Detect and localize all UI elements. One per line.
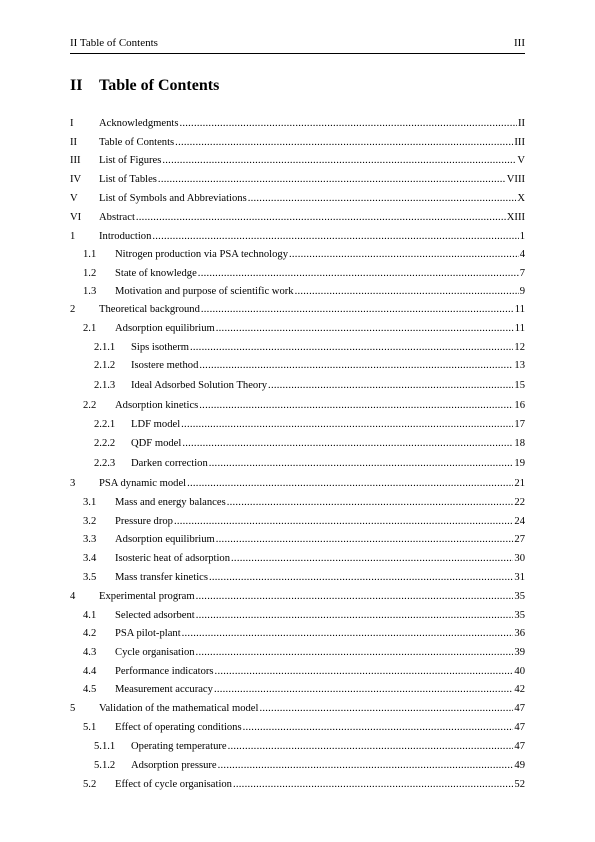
toc-entry-title: Adsorption kinetics — [115, 400, 199, 411]
toc-entry-number: 4 — [70, 591, 76, 602]
toc-entry[interactable] — [70, 590, 525, 604]
toc-entry-page-number: 11 — [514, 323, 525, 334]
toc-entry-title: List of Figures — [99, 155, 162, 166]
toc-entry[interactable] — [83, 496, 525, 510]
toc-entry-number: 4.2 — [83, 628, 97, 639]
toc-entry-title: List of Tables — [99, 174, 157, 185]
toc-entry[interactable] — [70, 702, 525, 716]
toc-entry-number: 2.1.3 — [94, 380, 116, 391]
dot-leader — [295, 285, 519, 299]
toc-entry-title: PSA dynamic model — [99, 478, 187, 489]
toc-entry-page-number: 18 — [514, 438, 525, 449]
toc-entry[interactable] — [83, 515, 525, 529]
dot-leader — [196, 609, 514, 623]
toc-entry-title: Performance indicators — [115, 666, 214, 677]
dot-leader — [214, 683, 513, 697]
toc-entry[interactable] — [94, 740, 525, 754]
toc-entry-page-number: 47 — [514, 703, 525, 714]
toc-entry-page-number: 9 — [519, 286, 525, 297]
toc-entry-page-number: 40 — [514, 666, 525, 677]
toc-entry-page-number: 1 — [519, 231, 525, 242]
toc-entry-number: 1.1 — [83, 249, 97, 260]
dot-leader — [233, 778, 513, 792]
toc-entry-title: Operating temperature — [131, 741, 227, 752]
toc-entry-page-number: X — [517, 193, 525, 204]
toc-entry-number: 1.2 — [83, 268, 97, 279]
toc-entry[interactable] — [94, 437, 525, 451]
dot-leader — [182, 437, 513, 451]
toc-entry-number: 2.1 — [83, 323, 97, 334]
dot-leader — [268, 379, 513, 393]
toc-entry[interactable] — [70, 211, 525, 225]
dot-leader — [181, 418, 513, 432]
toc-entry-page-number: 35 — [514, 591, 525, 602]
toc-entry-number: 4.4 — [83, 666, 97, 677]
toc-entry[interactable] — [70, 303, 525, 317]
toc-entry-number: 3.4 — [83, 553, 97, 564]
toc-entry-page-number: 17 — [514, 419, 525, 430]
toc-entry-page-number: 47 — [514, 722, 525, 733]
toc-entry-title: List of Symbols and Abbreviations — [99, 193, 247, 204]
dot-leader — [198, 267, 519, 281]
toc-entry-page-number: 16 — [514, 400, 525, 411]
toc-entry-number: 4.1 — [83, 610, 97, 621]
toc-entry-number: IV — [70, 174, 82, 185]
toc-entry-number: VI — [70, 212, 82, 223]
toc-entry-page-number: 7 — [519, 268, 525, 279]
toc-entry-page-number: 49 — [514, 760, 525, 771]
toc-entry[interactable] — [94, 418, 525, 432]
toc-entry-page-number: VIII — [506, 174, 525, 185]
toc-entry-page-number: 13 — [514, 360, 525, 371]
toc-entry-page-number: II — [517, 118, 525, 129]
toc-entry-page-number: 47 — [514, 741, 525, 752]
toc-entry-page-number: 27 — [514, 534, 525, 545]
toc-entry-title: Theoretical background — [99, 304, 200, 315]
dot-leader — [196, 646, 514, 660]
toc-entry[interactable] — [70, 136, 525, 150]
dot-leader — [248, 192, 517, 206]
toc-entry-page-number: III — [514, 137, 525, 148]
toc-entry-title: State of knowledge — [115, 268, 197, 279]
toc-entry-number: III — [70, 155, 81, 166]
dot-leader — [162, 154, 516, 168]
toc-entry-title: Mass transfer kinetics — [115, 572, 208, 583]
toc-entry-number: 3.5 — [83, 572, 97, 583]
toc-entry-title: Selected adsorbent — [115, 610, 195, 621]
toc-entry[interactable] — [83, 533, 525, 547]
dot-leader — [196, 590, 514, 604]
toc-entry-number: 1 — [70, 231, 76, 242]
toc-entry-number: 2.1.1 — [94, 342, 116, 353]
toc-entry-title: Validation of the mathematical model — [99, 703, 259, 714]
toc-entry-number: 5 — [70, 703, 76, 714]
toc-entry-title: Sips isotherm — [131, 342, 189, 353]
toc-entry-number: 2.2.2 — [94, 438, 116, 449]
toc-entry-title: Isostere method — [131, 360, 199, 371]
toc-entry[interactable] — [70, 192, 525, 206]
dot-leader — [228, 740, 514, 754]
dot-leader — [182, 627, 514, 641]
toc-entry-page-number: 52 — [514, 779, 525, 790]
toc-entry-number: 3.2 — [83, 516, 97, 527]
dot-leader — [175, 136, 513, 150]
running-header-page-number: III — [514, 37, 525, 49]
toc-entry[interactable] — [83, 609, 525, 623]
toc-entry-title: Nitrogen production via PSA technology — [115, 249, 289, 260]
toc-entry-title: Darken correction — [131, 458, 208, 469]
toc-entry-title: Ideal Adsorbed Solution Theory — [131, 380, 268, 391]
toc-entry-page-number: 30 — [514, 553, 525, 564]
toc-entry[interactable] — [83, 248, 525, 262]
dot-leader — [259, 702, 513, 716]
dot-leader — [136, 211, 506, 225]
toc-entry-title: Measurement accuracy — [115, 684, 213, 695]
toc-entry-title: Effect of cycle organisation — [115, 779, 232, 790]
toc-entry[interactable] — [70, 173, 525, 187]
toc-entry[interactable] — [94, 341, 525, 355]
toc-entry-title: Acknowledgments — [99, 118, 179, 129]
toc-entry-title: Cycle organisation — [115, 647, 195, 658]
toc-entry[interactable] — [94, 457, 525, 471]
toc-entry-page-number: 11 — [514, 304, 525, 315]
toc-entry-page-number: 31 — [514, 572, 525, 583]
toc-entry-number: II — [70, 137, 78, 148]
toc-entry-title: Adsorption pressure — [131, 760, 217, 771]
toc-entry[interactable] — [94, 379, 525, 393]
toc-entry-title: LDF model — [131, 419, 181, 430]
dot-leader — [218, 759, 514, 773]
dot-leader — [231, 552, 513, 566]
toc-entry-title: PSA pilot-plant — [115, 628, 181, 639]
toc-entry-title: Pressure drop — [115, 516, 173, 527]
toc-entry-number: 3.1 — [83, 497, 97, 508]
dot-leader — [152, 230, 518, 244]
toc-entry[interactable] — [83, 285, 525, 299]
toc-entry-number: 4.3 — [83, 647, 97, 658]
toc-entry-page-number: 36 — [514, 628, 525, 639]
toc-entry-page-number: XIII — [506, 212, 525, 223]
page-title-text: Table of Contents — [99, 77, 220, 94]
toc-entry[interactable] — [83, 778, 525, 792]
toc-entry[interactable] — [83, 665, 525, 679]
toc-entry-page-number: 21 — [514, 478, 525, 489]
dot-leader — [227, 496, 514, 510]
dot-leader — [174, 515, 513, 529]
toc-entry-title: Effect of operating conditions — [115, 722, 242, 733]
toc-entry-title: Adsorption equilibrium — [115, 323, 215, 334]
toc-entry-title: Mass and energy balances — [115, 497, 226, 508]
dot-leader — [215, 665, 514, 679]
dot-leader — [190, 341, 513, 355]
toc-entry[interactable] — [83, 267, 525, 281]
toc-entry-number: 5.2 — [83, 779, 97, 790]
toc-entry[interactable] — [83, 571, 525, 585]
running-header-title: II Table of Contents — [70, 37, 158, 49]
toc-entry-title: Motivation and purpose of scientific work — [115, 286, 294, 297]
toc-entry-number: 2.1.2 — [94, 360, 116, 371]
toc-entry-title: Isosteric heat of adsorption — [115, 553, 231, 564]
toc-entry[interactable] — [70, 477, 525, 491]
toc-entry[interactable] — [83, 399, 525, 413]
dot-leader — [289, 248, 519, 262]
dot-leader — [199, 399, 513, 413]
toc-entry-title: Abstract — [99, 212, 135, 223]
toc-entry-title: Adsorption equilibrium — [115, 534, 215, 545]
toc-entry[interactable] — [83, 552, 525, 566]
toc-entry-number: 5.1 — [83, 722, 97, 733]
toc-entry[interactable] — [70, 117, 525, 131]
toc-entry-page-number: 22 — [514, 497, 525, 508]
toc-entry[interactable] — [83, 721, 525, 735]
toc-entry-number: 2.2 — [83, 400, 97, 411]
toc-entry-page-number: 35 — [514, 610, 525, 621]
dot-leader — [187, 477, 513, 491]
dot-leader — [216, 322, 514, 336]
toc-entry-number: V — [70, 193, 78, 204]
toc-entry-number: 3 — [70, 478, 76, 489]
dot-leader — [199, 359, 513, 373]
toc-entry-number: 5.1.2 — [94, 760, 116, 771]
toc-entry-page-number: 39 — [514, 647, 525, 658]
toc-entry-title: Table of Contents — [99, 137, 175, 148]
toc-entry-number: 4.5 — [83, 684, 97, 695]
dot-leader — [158, 173, 506, 187]
toc-entry-number: 3.3 — [83, 534, 97, 545]
toc-entry-page-number: 24 — [514, 516, 525, 527]
toc-entry-title: QDF model — [131, 438, 182, 449]
toc-entry-number: 5.1.1 — [94, 741, 116, 752]
dot-leader — [243, 721, 514, 735]
toc-entry-number: 2.2.3 — [94, 458, 116, 469]
toc-entry[interactable] — [70, 230, 525, 244]
toc-entry-number: I — [70, 118, 74, 129]
toc-entry-title: Experimental program — [99, 591, 195, 602]
toc-entry-page-number: 4 — [519, 249, 525, 260]
dot-leader — [216, 533, 514, 547]
toc-entry-page-number: 15 — [514, 380, 525, 391]
toc-entry[interactable] — [94, 359, 525, 373]
dot-leader — [201, 303, 514, 317]
dot-leader — [209, 457, 514, 471]
dot-leader — [179, 117, 516, 131]
toc-entry-page-number: 42 — [514, 684, 525, 695]
toc-entry-page-number: 12 — [514, 342, 525, 353]
toc-entry[interactable] — [83, 627, 525, 641]
toc-entry-number: 2 — [70, 304, 76, 315]
toc-entry-page-number: V — [517, 155, 525, 166]
toc-entry[interactable] — [83, 683, 525, 697]
page-title-number: II — [70, 77, 83, 94]
toc-entry[interactable] — [83, 322, 525, 336]
toc-entry-page-number: 19 — [514, 458, 525, 469]
toc-entry-number: 1.3 — [83, 286, 97, 297]
toc-entry-number: 2.2.1 — [94, 419, 116, 430]
toc-entry[interactable] — [83, 646, 525, 660]
toc-entry[interactable] — [70, 154, 525, 168]
toc-entry-title: Introduction — [99, 231, 152, 242]
dot-leader — [209, 571, 513, 585]
toc-entry[interactable] — [94, 759, 525, 773]
